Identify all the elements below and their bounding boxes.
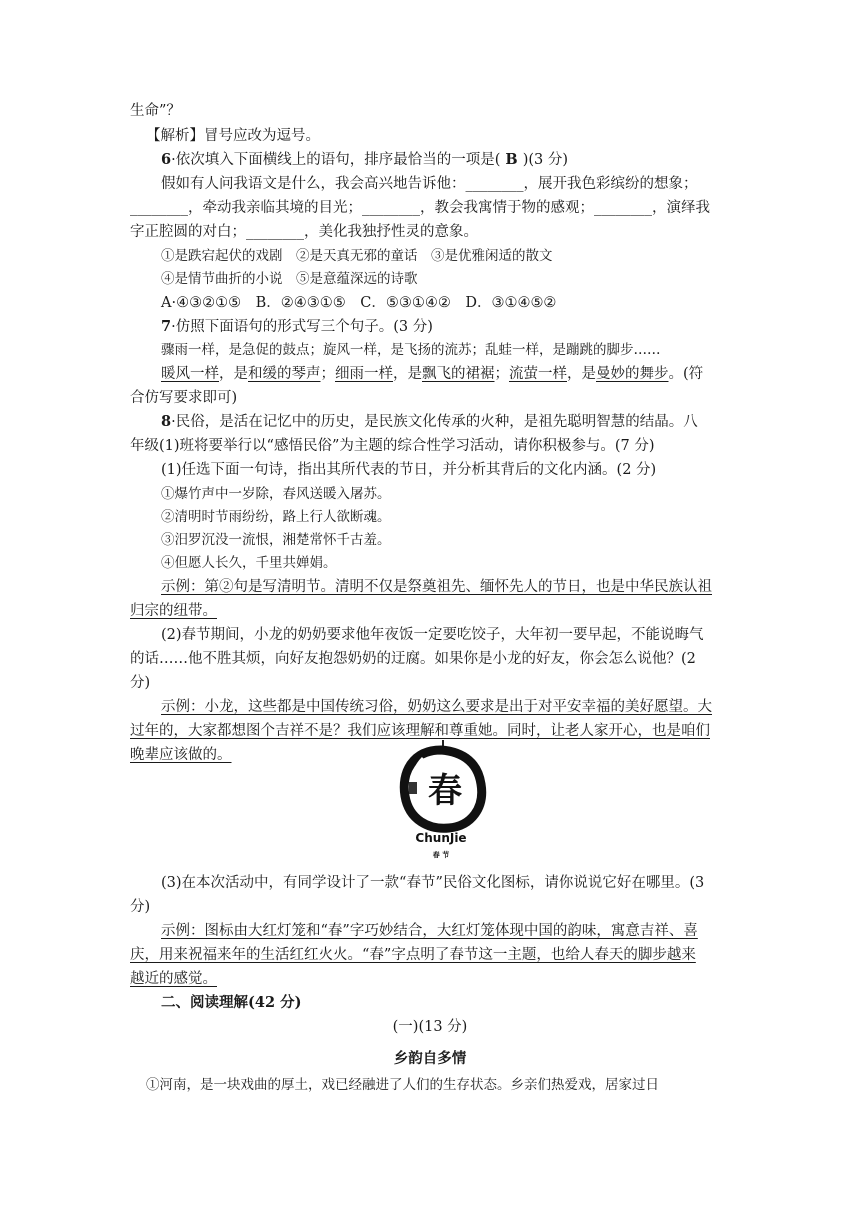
q6-passage-line1: 假如有人问我语文是什么，我会高兴地告诉他：________，展开我色彩缤纷的想象； [161, 176, 698, 192]
q7-answer-part: 细雨一样 [335, 366, 393, 382]
q8-answer2-line1: 示例：小龙，这些都是中国传统习俗，奶奶这么要求是出于对平安幸福的美好愿望。大 [161, 699, 712, 715]
logo-caption-text: 春 节 [432, 851, 450, 859]
lantern-logo-image [393, 738, 489, 860]
q7-answer-part: 和缓的琴声 [248, 366, 321, 382]
q7-example: 骤雨一样，是急促的鼓点；旋风一样，是飞扬的流苏；乱蛙一样，是蹦跳的脚步…… [161, 342, 661, 358]
q7-answer-sep: ，是 [219, 366, 248, 382]
q8-answer3-line2: 庆，用来祝福来年的生活红红火火。“春”字点明了春节这一主题，也给人春天的脚步越来 [130, 947, 696, 963]
q6-choices: A·④③②①⑤ B．②④③①⑤ C．⑤③①④② D．③①④⑤② [161, 295, 557, 311]
section-2-heading: 二、阅读理解(42 分) [161, 994, 302, 1011]
q7-answer-part: 流萤一样 [509, 366, 567, 382]
q8-sub3-line2: 分) [130, 899, 151, 915]
q8-stem-line1 [161, 411, 698, 433]
essay-title: 乡韵自多情 [393, 1051, 467, 1067]
q8-answer1-line1: 示例：第②句是写清明节。清明不仅是祭奠祖先、缅怀先人的节日，也是中华民族认祖 [161, 579, 712, 595]
q7-answer-sep: ，是 [567, 366, 596, 382]
q8-sub1: (1)任选下面一句诗，指出其所代表的节日，并分析其背后的文化内涵。(2 分) [161, 462, 657, 478]
q8-sub2-line1: (2)春节期间，小龙的奶奶要求他年夜饭一定要吃饺子，大年初一要早起，不能说晦气 [161, 627, 704, 643]
q6-score: )(3 分) [522, 152, 569, 168]
spring-festival-logo [393, 738, 489, 860]
q7-answer-part: 曼妙的舞步 [596, 366, 669, 382]
q7-answer-sep: ，是 [393, 366, 422, 382]
q6-answer: B [500, 151, 523, 168]
q8-poem-4: ④但愿人长久，千里共婵娟。 [161, 555, 337, 571]
q8-poem-3: ③汨罗沉没一流恨，湘楚常怀千古羞。 [161, 532, 391, 548]
q8-poem-2: ②清明时节雨纷纷，路上行人欲断魂。 [161, 509, 391, 525]
q7-answer-line1 [161, 363, 703, 385]
q6-options-line1: ①是跌宕起伏的戏剧 ②是天真无邪的童话 ③是优雅闲适的散文 [161, 248, 553, 264]
q7-answer-part: 飘飞的裙裾 [422, 366, 495, 382]
q8-sub2-line3: 分) [130, 675, 151, 691]
q7-stem [161, 316, 433, 338]
q8-answer3-line3: 越近的感觉。 [130, 971, 217, 987]
q6-passage-line2: ________，牵动我亲临其境的目光；________，教会我寓情于物的感观；________，演绎我 [130, 200, 710, 216]
q7-answer-note: 合仿写要求即可) [130, 390, 238, 406]
prev-question-tail: 生命”？ [130, 103, 181, 119]
q7-answer-sep: ； [320, 366, 335, 382]
q8-sub3-line1: (3)在本次活动中，有同学设计了一款“春节”民俗文化图标，请你说说它好在哪里。(3 [161, 875, 705, 891]
q6-passage-line3: 字正腔圆的对白；________，美化我独抒性灵的意象。 [130, 224, 478, 240]
q7-text: ·仿照下面语句的形式写三个句子。(3 分) [171, 319, 433, 335]
logo-chun-character: 春 [428, 771, 462, 811]
q8-answer2-line3: 晚辈应该做的。 [130, 747, 232, 763]
q8-answer1-line2: 归宗的纽带。 [130, 603, 217, 619]
part-1-heading: (一)(13 分) [392, 1019, 468, 1035]
q6-text: ·依次填入下面横线上的语句，排序最恰当的一项是( [171, 152, 501, 168]
q8-stem-line2: 年级(1)班将要举行以“感悟民俗”为主题的综合性学习活动，请你积极参与。(7 分) [130, 438, 655, 454]
essay-paragraph-1: ①河南，是一块戏曲的厚土，戏已经融进了人们的生存状态。乡亲们热爱戏，居家过日 [146, 1077, 659, 1093]
q7-answer-sep: 。(符 [668, 366, 704, 382]
q8-sub2-line2: 的话……他不胜其烦，向好友抱怨奶奶的迂腐。如果你是小龙的好友，你会怎么说他？(2 [130, 651, 696, 667]
q6-options-line2: ④是情节曲折的小说 ⑤是意蕴深远的诗歌 [161, 271, 418, 287]
q7-answer-sep: ； [494, 366, 509, 382]
q8-answer2-line2: 过年的，大家都想图个吉祥不是？我们应该理解和尊重她。同时，让老人家开心，也是咱们 [130, 723, 710, 739]
logo-pinyin-text: ChunJie [415, 831, 467, 845]
q8-poem-1: ①爆竹声中一岁除，春风送暖入屠苏。 [161, 486, 391, 502]
analysis-line: 【解析】冒号应改为逗号。 [146, 128, 320, 144]
q8-text: ·民俗，是活在记忆中的历史，是民族文化传承的火种，是祖先聪明智慧的结晶。八 [171, 414, 698, 430]
q6-stem [161, 149, 568, 171]
seal-mark [409, 782, 417, 794]
q6-number: 6 [161, 151, 172, 168]
q8-number: 8 [161, 413, 172, 430]
q7-answer-part: 暖风一样 [161, 366, 219, 382]
q7-number: 7 [161, 318, 172, 335]
q8-answer3-line1: 示例：图标由大红灯笼和“春”字巧妙结合，大红灯笼体现中国的韵味，寓意吉祥、喜 [161, 923, 698, 939]
